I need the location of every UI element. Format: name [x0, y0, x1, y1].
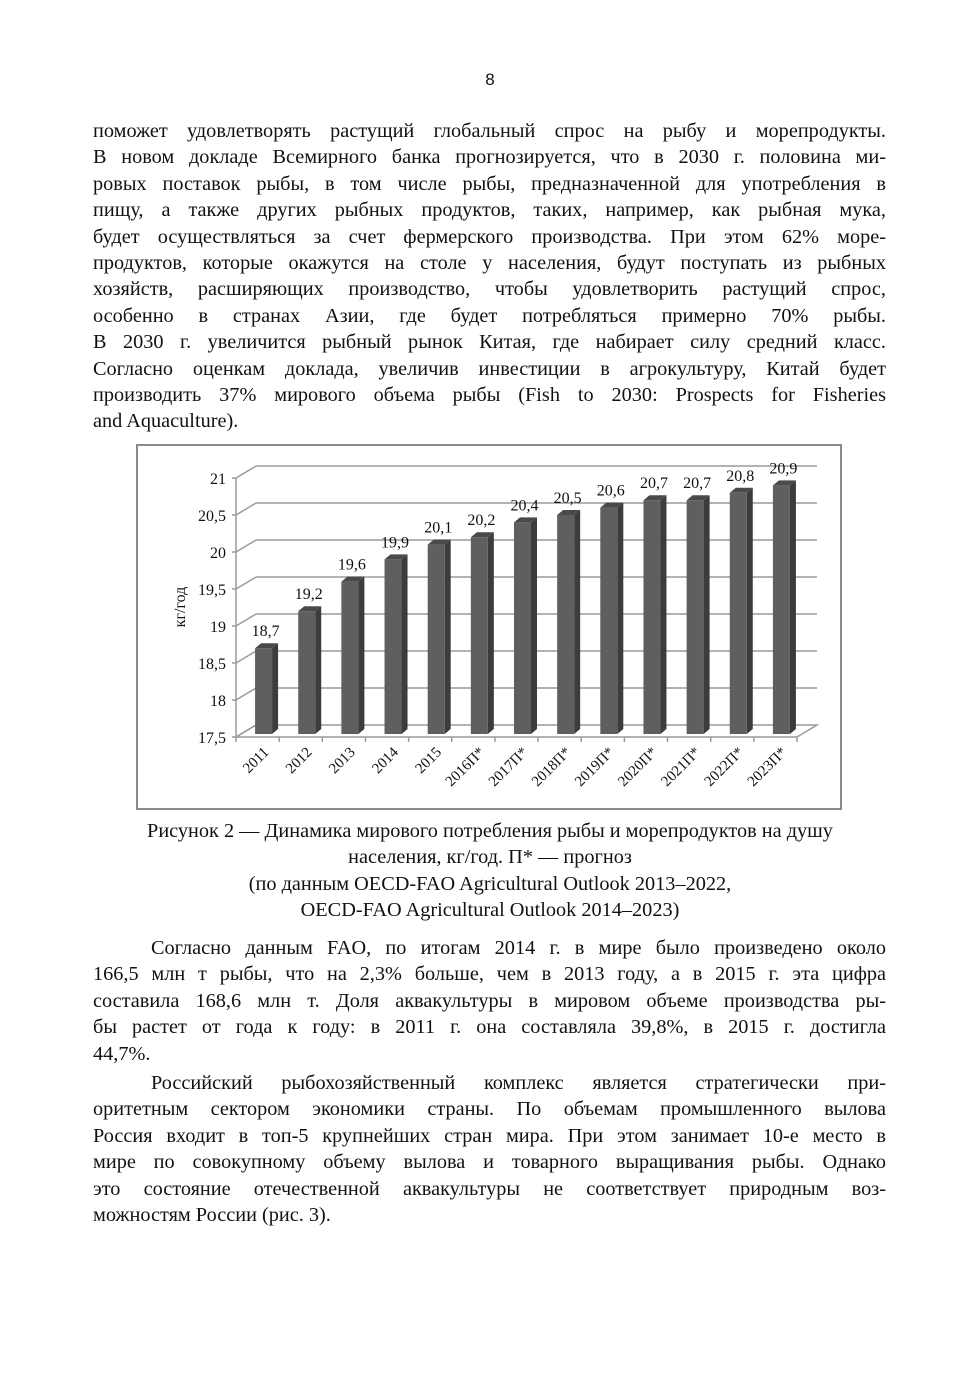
bar [341, 582, 358, 734]
bar [773, 485, 790, 734]
x-tick-label: 2019П* [572, 744, 618, 791]
data-label: 20,6 [596, 482, 625, 500]
paragraph-fao [93, 935, 886, 1067]
data-label: 20,2 [467, 512, 496, 530]
bar-side [488, 532, 494, 734]
y-tick-label: 20 [210, 545, 226, 562]
bar-side [704, 495, 710, 734]
bar-side [660, 495, 666, 734]
bar [514, 522, 531, 734]
y-tick-label: 21 [210, 471, 226, 488]
gridline-side [236, 466, 256, 478]
bar-side [574, 510, 580, 734]
text-line: Согласно данным FAO, по итогам 2014 г. в мире было произведено около [151, 937, 886, 959]
data-label: 18,7 [251, 623, 280, 641]
bar-side [790, 480, 796, 734]
bar [643, 500, 660, 734]
bar [385, 559, 402, 734]
bar [687, 500, 704, 734]
text-line: это состояние отечественной аквакультуры не соответствует природным воз- [93, 1177, 886, 1200]
text-line: 166,5 млн т рыбы, что на 2,3% больше, чем в 2013 году, а в 2015 г. эта цифра [93, 963, 886, 986]
bar [730, 493, 747, 734]
bar-side [531, 517, 537, 734]
bar-side [747, 488, 753, 734]
x-tick-label: 2012 [283, 744, 316, 778]
data-label: 20,9 [769, 460, 798, 478]
y-axis-label: кг/год [172, 586, 189, 628]
text-line: мире по совокупному объему вылова и товарного выращивания рыбы. Однако [93, 1151, 886, 1174]
bar [255, 648, 272, 734]
bar [428, 545, 445, 734]
y-tick-label: 17,5 [198, 730, 226, 747]
bar-side [402, 554, 408, 734]
figure-caption [0, 818, 980, 924]
bar-side [315, 606, 321, 734]
y-tick-label: 19 [210, 619, 226, 636]
x-tick-label: 2011 [240, 744, 273, 777]
x-tick-label: 2013 [326, 744, 359, 778]
data-label: 20,5 [553, 490, 582, 507]
data-label: 20,7 [639, 475, 668, 493]
text-line: поможет удовлетворять растущий глобальный спрос на рыбу и морепродукты. [93, 120, 886, 142]
data-label: 19,6 [337, 556, 366, 574]
text-line: оритетным сектором экономики страны. По объемам промышленного вылова [93, 1098, 886, 1121]
page-number: 8 [485, 70, 495, 89]
data-label: 20,1 [424, 519, 453, 537]
text-line: составила 168,6 млн т. Доля аквакультуры в мировом объеме производства ры- [93, 989, 886, 1012]
text-line: будет осуществляться за счет фермерского производства. При этом 62% море- [93, 225, 886, 248]
text-line: хозяйств, расширяющих производство, чтобы удовлетворить растущий спрос, [93, 278, 886, 301]
text-line: производить 37% мирового объема рыбы (Fish to 2030: Prospects for Fisheries [93, 384, 886, 407]
gridline-side [236, 651, 256, 663]
y-tick-label: 20,5 [198, 508, 226, 525]
text-line: бы растет от года к году: в 2011 г. она составляла 39,8%, в 2015 г. достигла [93, 1016, 886, 1039]
text-line: Российский рыбохозяйственный комплекс является стратегически при- [151, 1072, 886, 1094]
gridline-side [236, 503, 256, 515]
caption-line: населения, кг/год. П* — прогноз [348, 846, 632, 869]
x-tick-label: 2014 [369, 744, 402, 778]
bar [298, 611, 315, 734]
caption-line: OECD-FAO Agricultural Outlook 2014–2023) [300, 899, 680, 922]
gridline-side [236, 688, 256, 700]
bar [471, 537, 488, 734]
y-tick-label: 19,5 [198, 582, 226, 599]
x-tick-label: 2017П* [485, 744, 532, 791]
paragraph-russia [93, 1070, 886, 1228]
text-line: пищу, а также других рыбных продуктов, таких, например, как рыбная мука, [93, 199, 886, 222]
x-tick-label: 2020П* [615, 744, 661, 791]
bar-side [272, 643, 278, 734]
data-label: 20,8 [726, 467, 755, 485]
caption-line: Рисунок 2 — Динамика мирового потребления рыбы и морепродуктов на душу [147, 820, 833, 842]
x-tick-label: 2022П* [701, 744, 748, 791]
y-tick-label: 18 [210, 693, 226, 710]
text-line: можностям России (рис. 3). [93, 1204, 331, 1227]
gridline-side [236, 577, 256, 589]
bar-side [445, 540, 451, 734]
x-tick-label: 2018П* [528, 744, 575, 791]
text-line: ровых поставок рыбы, в том числе рыбы, предназначенной для употребления в [93, 172, 886, 195]
bar-side [358, 577, 364, 734]
text-line: 44,7%. [93, 1042, 151, 1065]
data-label: 20,7 [683, 475, 712, 493]
x-tick-label: 2015 [412, 744, 446, 778]
y-tick-label: 18,5 [198, 656, 226, 673]
text-line: В новом докладе Всемирного банка прогнозируется, что в 2030 г. половина ми- [93, 146, 886, 169]
data-label: 19,2 [294, 586, 323, 604]
text-line: Россия входит в топ-5 крупнейших стран мира. При этом занимает 10-е место в [93, 1124, 886, 1147]
bar [600, 508, 617, 734]
x-tick-label: 2021П* [658, 744, 704, 791]
text-line: Согласно оценкам доклада, увеличив инвестиции в агрокультуру, Китай будет [93, 357, 886, 380]
x-tick-label: 2023П* [744, 744, 791, 791]
bar [557, 515, 574, 734]
gridline-side [236, 540, 256, 552]
text-line: В 2030 г. увеличится рыбный рынок Китая, где набирает силу средний класс. [93, 331, 886, 354]
x-tick-label: 2016П* [442, 744, 489, 791]
text-line: особенно в странах Азии, где будет потребляться примерно 70% рыбы. [93, 304, 886, 327]
bar-side [617, 503, 623, 734]
data-label: 20,4 [510, 497, 539, 515]
text-line: продуктов, которые окажутся на столе у населения, будут поступать из рыбных [93, 252, 886, 275]
text-line: and Aquaculture). [93, 410, 239, 433]
caption-line: (по данным OECD-FAO Agricultural Outlook 2013–2022, [248, 872, 732, 895]
data-label: 19,9 [381, 534, 410, 552]
